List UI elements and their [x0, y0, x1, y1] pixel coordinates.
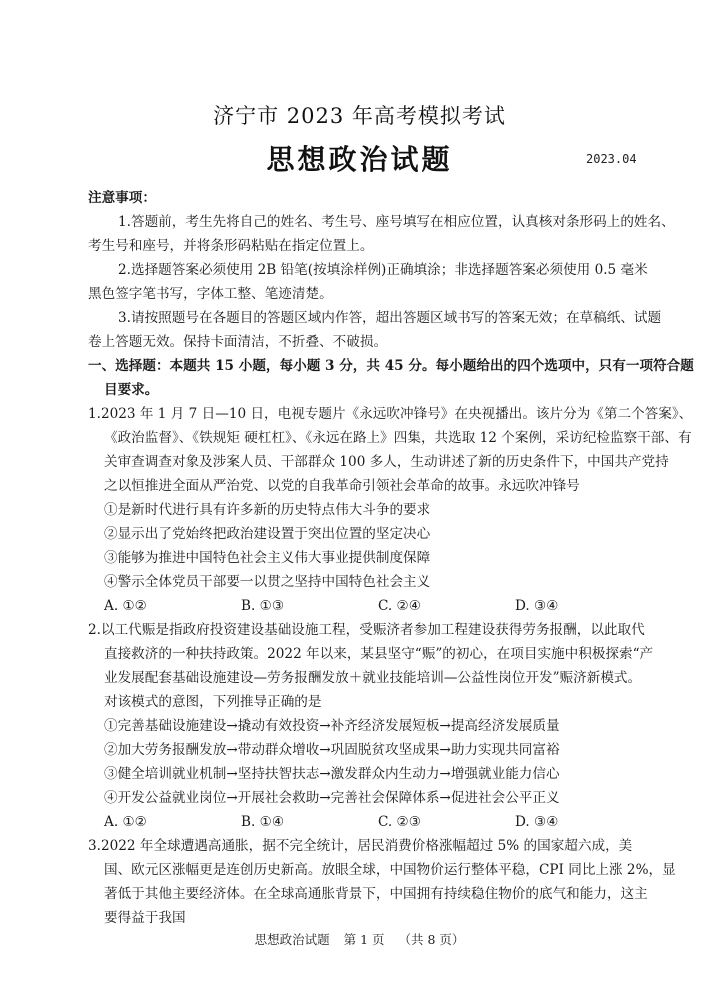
- section-header: [88, 354, 694, 402]
- statement-item: ④开发公益就业岗位→开展社会救助→完善社会保障体系→促进社会公平正义: [104, 790, 560, 806]
- question-stem: 《政治监督》、《铁规矩 硬杠杠》、《永远在路上》四集，共选取 12 个案例，采访纪检监察干部、有: [104, 430, 692, 446]
- section-title-cont: 目要求。: [104, 382, 159, 398]
- option-c: C. ②③: [378, 814, 421, 830]
- question-3: [88, 834, 676, 930]
- notice-heading: 注意事项：: [88, 190, 156, 206]
- answer-options: [88, 594, 652, 618]
- footer-page: 第 1 页: [343, 932, 385, 947]
- answer-options: [88, 810, 652, 834]
- exam-date: 2023.04: [586, 152, 637, 166]
- notice-line: 卷上答题无效。保持卡面清洁，不折叠、不破损。: [88, 334, 388, 350]
- question-stem: 3.2022 年全球遭遇高通胀，据不完全统计，居民消费价格涨幅超过 5% 的国家超六成，美: [88, 838, 633, 854]
- footer-total: （共 8 页）: [398, 932, 465, 947]
- subject-title: 思想政治试题: [266, 143, 453, 176]
- notice-block: [88, 186, 675, 354]
- statement-item: ②显示出了党始终把政治建设置于突出位置的坚定决心: [104, 526, 431, 542]
- notice-line: 考生号和座号，并将条形码粘贴在指定位置上。: [88, 238, 374, 254]
- question-stem: 关审查调查对象及涉案人员、干部群众 100 多人，生动讲述了新的历史条件下，中国共产党持: [104, 454, 669, 470]
- question-stem: 之以恒推进全面从严治党、以党的自我革命引领社会革命的故事。永远吹冲锋号: [104, 478, 580, 494]
- option-c: C. ②④: [378, 598, 421, 614]
- question-stem: 要得益于我国: [104, 910, 186, 926]
- page-footer: [0, 930, 719, 948]
- exam-title: 济宁市 2023 年高考模拟考试: [213, 104, 506, 128]
- question-stem: 国、欧元区涨幅更是连创历史新高。放眼全球，中国物价运行整体平稳，CPI 同比上涨 2%，显: [104, 862, 676, 878]
- statement-item: ①完善基础设施建设→撬动有效投资→补齐经济发展短板→提高经济发展质量: [104, 718, 560, 734]
- notice-line: 1.答题前，考生先将自己的姓名、考生号、座号填写在相应位置，认真核对条形码上的姓名、: [118, 214, 675, 230]
- notice-line: 2.选择题答案必须使用 2B 铅笔(按填涂样例)正确填涂；非选择题答案必须使用 0.5 毫米: [118, 262, 648, 278]
- question-stem: 业发展配套基础设施建设—劳务报酬发放＋就业技能培训—公益性岗位开发”赈济新模式。: [104, 670, 642, 686]
- footer-subject: 思想政治试题: [254, 932, 330, 947]
- option-d: D. ③④: [515, 814, 559, 830]
- notice-line: 3.请按照题号在各题目的答题区域内作答，超出答题区域书写的答案无效；在草稿纸、试题: [118, 310, 662, 326]
- question-stem: 2.以工代赈是指政府投资建设基础设施工程，受赈济者参加工程建设获得劳务报酬，以此取代: [88, 622, 645, 638]
- option-a: A. ①②: [104, 814, 147, 830]
- statement-item: ③能够为推进中国特色社会主义伟大事业提供制度保障: [104, 550, 431, 566]
- question-2: [88, 618, 652, 834]
- statement-item: ④警示全体党员干部要一以贯之坚持中国特色社会主义: [104, 574, 431, 590]
- statement-item: ②加大劳务报酬发放→带动群众增收→巩固脱贫攻坚成果→助力实现共同富裕: [104, 742, 560, 758]
- question-1: [88, 402, 693, 618]
- option-a: A. ①②: [104, 598, 147, 614]
- option-b: B. ①③: [241, 598, 285, 614]
- statement-item: ①是新时代进行具有许多新的历史特点伟大斗争的要求: [104, 502, 431, 518]
- statement-item: ③健全培训就业机制→坚持扶智扶志→激发群众内生动力→增强就业能力信心: [104, 766, 560, 782]
- question-stem: 1.2023 年 1 月 7 日—10 日，电视专题片《永远吹冲锋号》在央视播出。该片分为《第二个答案》、: [88, 406, 693, 422]
- question-stem: 著低于其他主要经济体。在全球高通胀背景下，中国拥有持续稳住物价的底气和能力，这主: [104, 886, 648, 902]
- notice-line: 黑色签字笔书写，字体工整、笔迹清楚。: [88, 286, 333, 302]
- option-d: D. ③④: [515, 598, 559, 614]
- question-stem: 对该模式的意图，下列推导正确的是: [104, 694, 322, 710]
- question-stem: 直接救济的一种扶持政策。2022 年以来，某县坚守“赈”的初心，在项目实施中积极探索“产: [104, 646, 654, 662]
- section-title: 一、选择题：本题共 15 小题，每小题 3 分，共 45 分。每小题给出的四个选项中，只有一项符合题: [88, 358, 694, 374]
- option-b: B. ①④: [241, 814, 285, 830]
